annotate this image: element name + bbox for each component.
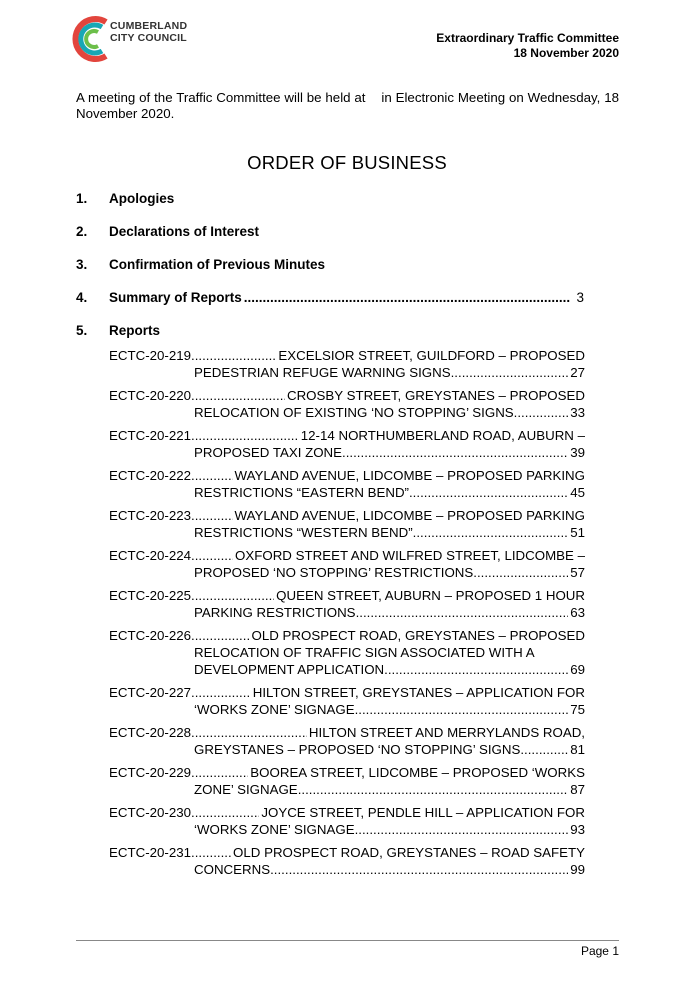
report-entry[interactable] bbox=[109, 587, 585, 621]
report-title-line: RELOCATION OF EXISTING ‘NO STOPPING’ SIGNS bbox=[194, 405, 514, 420]
report-entry[interactable] bbox=[109, 547, 585, 581]
page-title: ORDER OF BUSINESS bbox=[247, 152, 447, 173]
report-title-line: 12-14 NORTHUMBERLAND ROAD, AUBURN – bbox=[300, 428, 585, 443]
report-title-line: PROPOSED ‘NO STOPPING’ RESTRICTIONS bbox=[194, 565, 474, 580]
report-title-line: PROPOSED TAXI ZONE bbox=[194, 445, 343, 460]
report-title-line: CROSBY STREET, GREYSTANES – PROPOSED bbox=[286, 388, 585, 403]
agenda-item-apologies: 1. Apologies bbox=[76, 191, 175, 206]
report-entry[interactable] bbox=[109, 347, 585, 381]
report-entry[interactable] bbox=[109, 387, 585, 421]
report-entry[interactable] bbox=[109, 724, 585, 758]
committee-name: Extraordinary Traffic Committee bbox=[436, 31, 619, 45]
report-title-line: EXCELSIOR STREET, GUILDFORD – PROPOSED bbox=[278, 348, 585, 363]
report-ref: ECTC-20-220 bbox=[109, 388, 192, 403]
report-ref: ECTC-20-224 bbox=[109, 548, 192, 563]
report-title-line: DEVELOPMENT APPLICATION bbox=[194, 662, 385, 677]
report-entry[interactable] bbox=[109, 467, 585, 501]
report-title-line: CONCERNS bbox=[194, 862, 271, 877]
agenda-item-summary[interactable]: 4. Summary of Reports ..... 3 bbox=[76, 290, 584, 305]
report-page: 45 bbox=[570, 485, 585, 500]
report-ref: ECTC-20-231 bbox=[109, 845, 192, 860]
report-ref: ECTC-20-227 bbox=[109, 685, 192, 700]
report-title-line: ‘WORKS ZONE’ SIGNAGE bbox=[194, 822, 355, 837]
report-title-line: OXFORD STREET AND WILFRED STREET, LIDCOMBE – bbox=[235, 548, 585, 563]
report-title-line: GREYSTANES – PROPOSED ‘NO STOPPING’ SIGNS bbox=[194, 742, 521, 757]
report-title-line: ZONE’ SIGNAGE bbox=[194, 782, 298, 797]
report-ref: ECTC-20-230 bbox=[109, 805, 192, 820]
report-title-line: OLD PROSPECT ROAD, GREYSTANES – PROPOSED bbox=[251, 628, 585, 643]
report-entry[interactable] bbox=[109, 627, 585, 678]
report-title-line: WAYLAND AVENUE, LIDCOMBE – PROPOSED PARKING bbox=[234, 468, 585, 483]
report-ref: ECTC-20-225 bbox=[109, 588, 192, 603]
document-header bbox=[436, 31, 619, 61]
report-title-line: ‘WORKS ZONE’ SIGNAGE bbox=[194, 702, 355, 717]
org-name: CUMBERLAND CITY COUNCIL bbox=[110, 20, 188, 44]
report-ref: ECTC-20-221 bbox=[109, 428, 192, 443]
report-title-line: JOYCE STREET, PENDLE HILL – APPLICATION FOR bbox=[261, 805, 585, 820]
report-page: 81 bbox=[570, 742, 585, 757]
footer-divider bbox=[76, 940, 619, 941]
agenda-item-minutes: 3. Confirmation of Previous Minutes bbox=[76, 257, 326, 272]
report-title-line: RELOCATION OF TRAFFIC SIGN ASSOCIATED WITH A bbox=[194, 645, 535, 660]
report-entry[interactable] bbox=[109, 804, 585, 838]
report-entry[interactable] bbox=[109, 427, 585, 461]
report-entry[interactable] bbox=[109, 684, 585, 718]
report-page: 63 bbox=[570, 605, 585, 620]
report-entry[interactable] bbox=[109, 764, 585, 798]
report-title-line: HILTON STREET, GREYSTANES – APPLICATION FOR bbox=[252, 685, 585, 700]
report-page: 93 bbox=[570, 822, 585, 837]
report-ref: ECTC-20-229 bbox=[109, 765, 192, 780]
report-title-line: OLD PROSPECT ROAD, GREYSTANES – ROAD SAFETY bbox=[233, 845, 585, 860]
report-page: 33 bbox=[570, 405, 585, 420]
report-page: 69 bbox=[570, 662, 585, 677]
report-title-line: HILTON STREET AND MERRYLANDS ROAD, bbox=[308, 725, 585, 740]
report-title-line: BOOREA STREET, LIDCOMBE – PROPOSED ‘WORKS bbox=[250, 765, 585, 780]
report-title-line: RESTRICTIONS “WESTERN BEND” bbox=[194, 525, 413, 540]
agenda-item-declarations: 2. Declarations of Interest bbox=[76, 224, 260, 239]
report-ref: ECTC-20-228 bbox=[109, 725, 192, 740]
report-ref: ECTC-20-223 bbox=[109, 508, 192, 523]
reports-list bbox=[109, 347, 585, 884]
report-page: 99 bbox=[570, 862, 585, 877]
report-title-line: RESTRICTIONS “EASTERN BEND” bbox=[194, 485, 409, 500]
report-ref: ECTC-20-222 bbox=[109, 468, 192, 483]
report-page: 27 bbox=[570, 365, 585, 380]
report-ref: ECTC-20-219 bbox=[109, 348, 192, 363]
page-number: Page 1 bbox=[580, 944, 619, 958]
meeting-date: 18 November 2020 bbox=[513, 46, 619, 60]
report-ref: ECTC-20-226 bbox=[109, 628, 192, 643]
intro-paragraph: A meeting of the Traffic Committee will be held at in Electronic Meeting on Wednesday, 18 November 2020. bbox=[76, 90, 620, 121]
report-title-line: PEDESTRIAN REFUGE WARNING SIGNS bbox=[194, 365, 451, 380]
report-page: 57 bbox=[570, 565, 585, 580]
report-entry[interactable] bbox=[109, 507, 585, 541]
report-title-line: WAYLAND AVENUE, LIDCOMBE – PROPOSED PARKING bbox=[234, 508, 585, 523]
report-page: 87 bbox=[570, 782, 585, 797]
report-page: 75 bbox=[570, 702, 585, 717]
report-page: 39 bbox=[570, 445, 585, 460]
report-entry[interactable] bbox=[109, 844, 585, 878]
report-title-line: PARKING RESTRICTIONS bbox=[194, 605, 356, 620]
report-title-line: QUEEN STREET, AUBURN – PROPOSED 1 HOUR bbox=[276, 588, 585, 603]
report-page: 51 bbox=[570, 525, 585, 540]
agenda-item-reports: 5. Reports bbox=[76, 323, 161, 338]
